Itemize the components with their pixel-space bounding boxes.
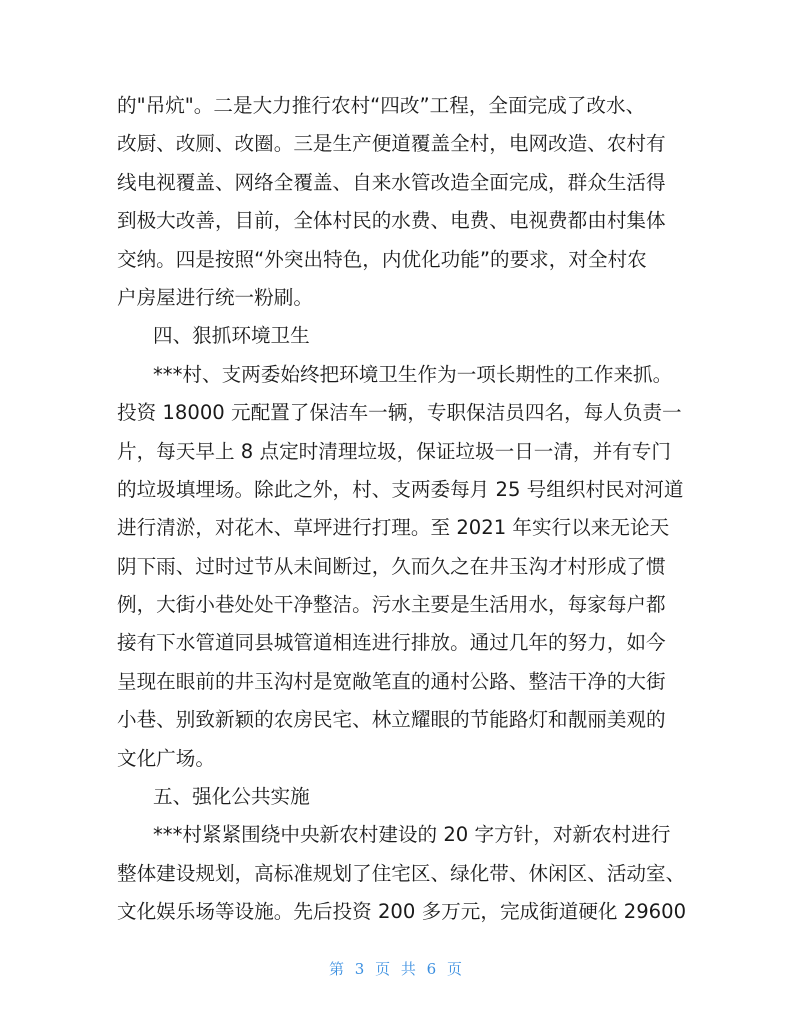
- text-line: 五、强化公共实施: [153, 785, 310, 809]
- text-line: 进行清淤，对花木、草坪进行打理。至 2021 年实行以来无论天: [117, 516, 670, 540]
- text-line: 交纳。四是按照“外突出特色，内优化功能”的要求，对全村农: [117, 247, 647, 271]
- text-line: 文化广场。: [117, 746, 215, 770]
- text-line: 整体建设规划，高标准规划了住宅区、绿化带、休闲区、活动室、: [117, 861, 686, 885]
- text-line: 投资 18000 元配置了保洁车一辆，专职保洁员四名，每人负责一: [117, 401, 682, 425]
- text-line: 呈现在眼前的井玉沟村是宽敞笔直的通村公路、整洁干净的大街: [117, 669, 666, 693]
- text-line: 小巷、别致新颖的农房民宅、林立耀眼的节能路灯和靓丽美观的: [117, 708, 666, 732]
- text-line: 到极大改善，目前，全体村民的水费、电费、电视费都由村集体: [117, 209, 666, 233]
- page-number: 第 3 页 共 6 页: [329, 960, 462, 978]
- text-line: 接有下水管道同县城管道相连进行排放。通过几年的努力，如今: [117, 631, 666, 655]
- text-line: 阴下雨、过时过节从未间断过，久而久之在井玉沟才村形成了惯: [117, 554, 666, 578]
- text-line: ***村紧紧围绕中央新农村建设的 20 字方针，对新农村进行: [153, 823, 671, 847]
- text-line: 例，大街小巷处处干净整洁。污水主要是生活用水，每家每户都: [117, 593, 666, 617]
- text-line: 改厨、改厕、改圈。三是生产便道覆盖全村，电网改造、农村有: [117, 132, 666, 156]
- text-line: 的"吊炕"。二是大力推行农村“四改”工程，全面完成了改水、: [117, 94, 646, 117]
- text-line: ***村、支两委始终把环境卫生作为一项长期性的工作来抓。: [153, 362, 673, 386]
- document-body: [117, 87, 687, 932]
- text-line: 户房屋进行统一粉刷。: [117, 285, 313, 309]
- text-line: 线电视覆盖、网络全覆盖、自来水管改造全面完成，群众生活得: [117, 170, 666, 194]
- text-line: 的垃圾填埋场。除此之外，村、支两委每月 25 号组织村民对河道: [117, 477, 684, 501]
- text-line: 文化娱乐场等设施。先后投资 200 多万元，完成街道硬化 29600: [117, 900, 687, 924]
- text-line: 四、狠抓环境卫生: [153, 324, 310, 348]
- text-line: 片，每天早上 8 点定时清理垃圾，保证垃圾一日一清，并有专门: [117, 439, 671, 463]
